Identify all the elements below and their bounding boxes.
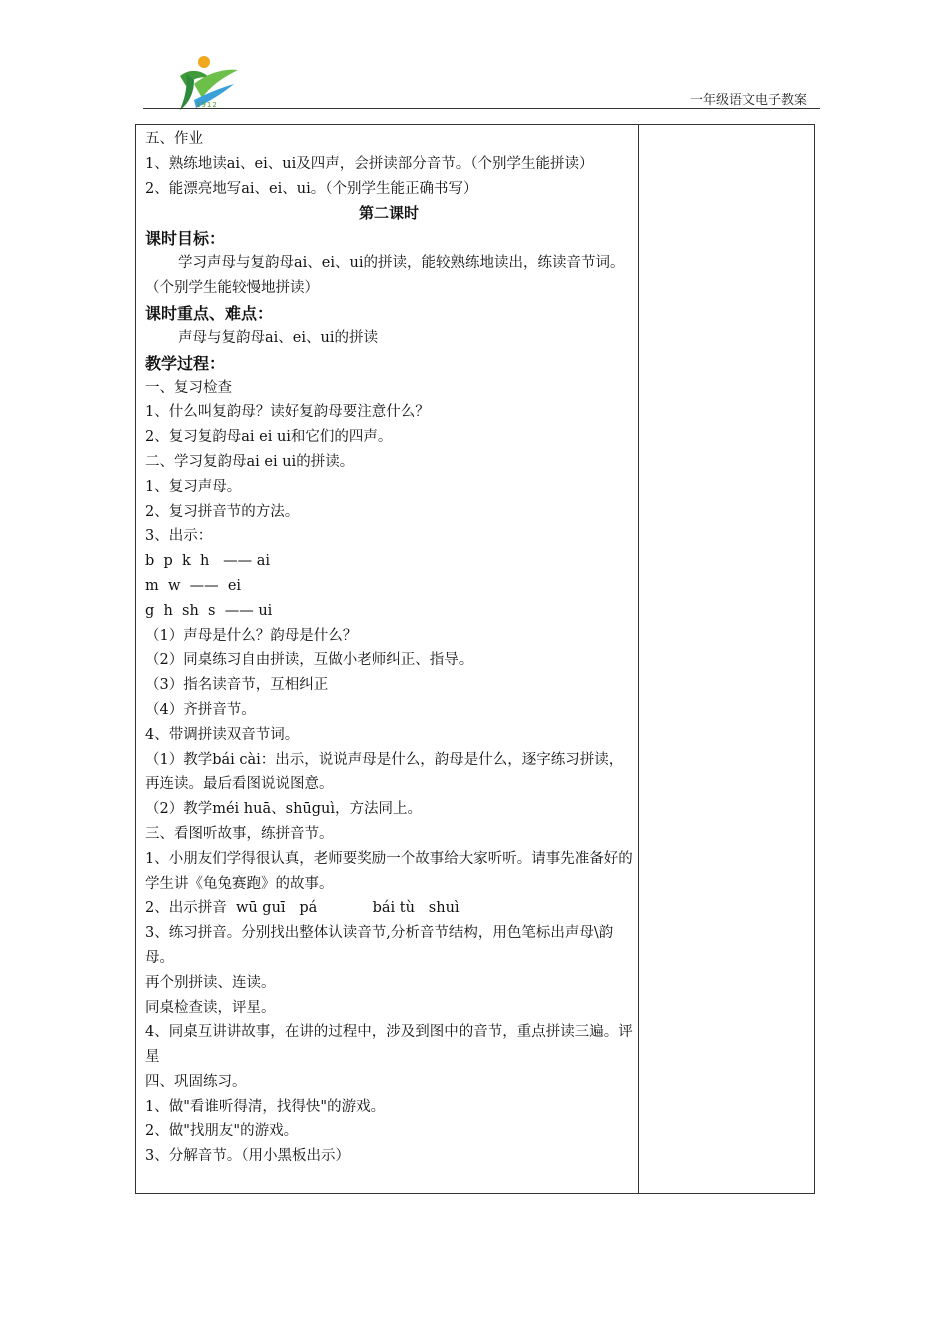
process-line: 1、什么叫复韵母？读好复韵母要注意什么？ bbox=[145, 404, 430, 421]
column-divider bbox=[638, 125, 639, 1193]
process-line: （3）指名读音节，互相纠正 bbox=[145, 677, 329, 694]
process-line: 2、复习复韵母ai ei ui和它们的四声。 bbox=[145, 429, 393, 446]
process-line: 四、巩固练习。 bbox=[145, 1073, 247, 1090]
process-line: 3、出示： bbox=[145, 528, 213, 545]
process-line: （4）齐拼音节。 bbox=[145, 701, 256, 718]
process-line: 2、复习拼音节的方法。 bbox=[145, 503, 300, 520]
objectives-text: 学习声母与复韵母ai、ei、ui的拼读，能较熟练地读出，练读音节词。（个别学生能较慢地拼读） bbox=[145, 255, 625, 296]
header-title: 一年级语文电子教案 bbox=[689, 93, 807, 108]
process-line: 一、复习检查 bbox=[145, 379, 232, 396]
process-line: 再个别拼读、连读。 bbox=[145, 974, 276, 991]
heading-key-points: 课时重点、难点： bbox=[145, 303, 274, 323]
process-line: 1、复习声母。 bbox=[145, 478, 242, 495]
heading-objectives: 课时目标： bbox=[145, 229, 226, 249]
process-line: 1、小朋友们学得很认真，老师要奖励一个故事给大家听听。请事先准备好的学生讲《龟兔赛跑》的故事。 bbox=[145, 850, 633, 892]
process-line: 3、分解音节。（用小黑板出示） bbox=[145, 1148, 350, 1165]
process-line: 2、做"找朋友"的游戏。 bbox=[145, 1123, 299, 1140]
process-line: （1）教学bái cài：出示，说说声母是什么，韵母是什么，逐字练习拼读，再连读。最后看图说说图意。 bbox=[145, 751, 624, 793]
process-line: 1、做"看谁听得清，找得快"的游戏。 bbox=[145, 1098, 386, 1115]
process-line: 4、带调拼读双音节词。 bbox=[145, 726, 300, 743]
process-line: （2）同桌练习自由拼读，互做小老师纠正、指导。 bbox=[145, 652, 474, 669]
homework-item-2: 2、能漂亮地写ai、ei、ui。（个别学生能正确书写） bbox=[145, 180, 478, 197]
page-header bbox=[0, 0, 950, 120]
lesson-content bbox=[145, 127, 633, 1169]
process-line: （1）声母是什么？韵母是什么？ bbox=[145, 627, 358, 644]
pinyin-show-line: 2、出示拼音 wū guī pá bái tù shuì bbox=[145, 900, 460, 917]
process-line: 4、同桌互讲讲故事，在讲的过程中，涉及到图中的音节，重点拼读三遍。评星 bbox=[145, 1024, 633, 1066]
heading-process: 教学过程： bbox=[145, 353, 226, 373]
process-line: 三、看图听故事，练拼音节。 bbox=[145, 825, 334, 842]
key-points-text: 声母与复韵母ai、ei、ui的拼读 bbox=[178, 329, 378, 346]
pinyin-combo-line: b p k h —— ai bbox=[145, 553, 271, 570]
pinyin-combo-line: m w —— ei bbox=[145, 577, 242, 594]
homework-item-1: 1、熟练地读ai、ei、ui及四声，会拼读部分音节。（个别学生能拼读） bbox=[145, 155, 594, 172]
lesson-title: 第二课时 bbox=[358, 204, 419, 223]
pinyin-combo-line: g h sh s —— ui bbox=[145, 602, 273, 619]
process-line: 3、练习拼音。分别找出整体认读音节,分析音节结构，用色笔标出声母\韵母。 bbox=[145, 925, 614, 966]
process-line: （2）教学méi huā、shūguì，方法同上。 bbox=[145, 801, 422, 818]
header-divider bbox=[143, 108, 820, 109]
process-line: 二、学习复韵母ai ei ui的拼读。 bbox=[145, 453, 355, 470]
process-line: 同桌检查读，评星。 bbox=[145, 999, 276, 1016]
lesson-plan-table bbox=[135, 124, 815, 1194]
section-homework: 五、作业 bbox=[145, 131, 203, 147]
logo-year: 1912 bbox=[196, 101, 218, 109]
